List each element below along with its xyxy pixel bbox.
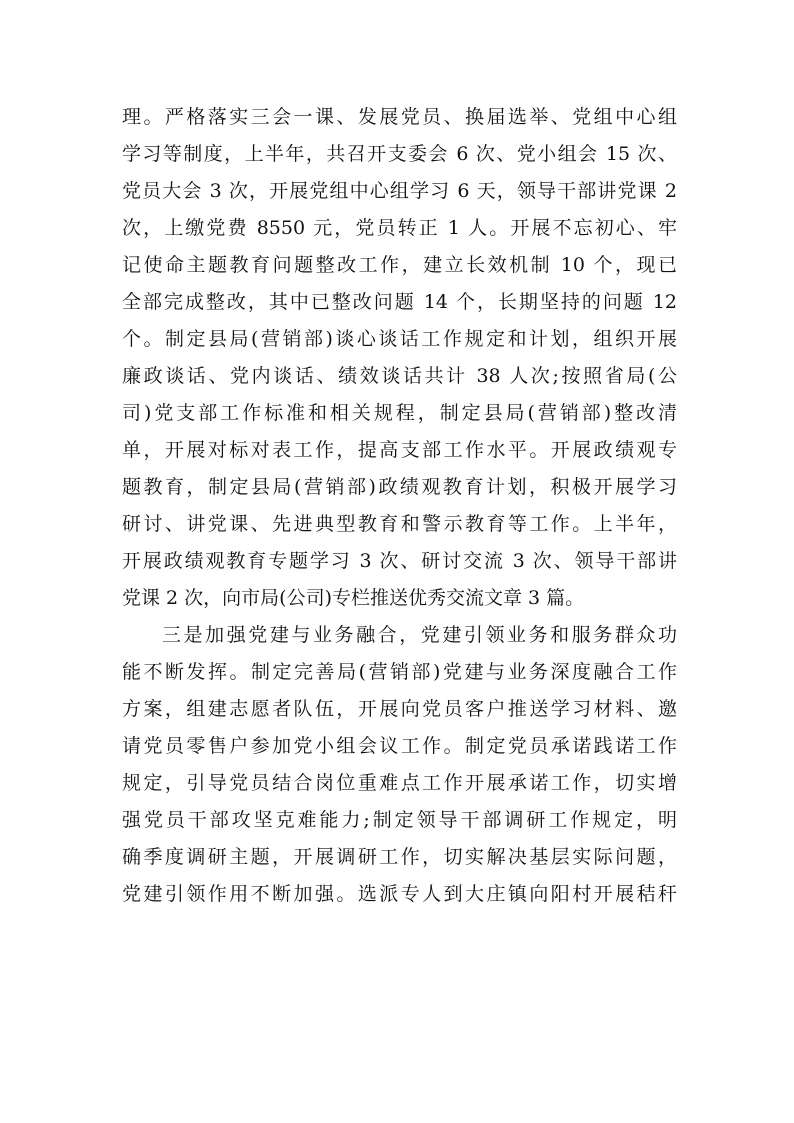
text-line: 个。制定县局(营销部)谈心谈话工作规定和计划，组织开展 (122, 328, 677, 350)
text-line: 司)党支部工作标准和相关规程，制定县局(营销部)整改清 (122, 402, 677, 424)
text-line: 党员大会 3 次，开展党组中心组学习 6 天，领导干部讲党课 2 (122, 180, 677, 202)
text-line-paragraph-end: 党课 2 次，向市局(公司)专栏推送优秀交流文章 3 篇。 (122, 587, 585, 609)
text-line: 次，上缴党费 8550 元，党员转正 1 人。开展不忘初心、牢 (122, 217, 677, 239)
text-line: 规定，引导党员结合岗位重难点工作开展承诺工作，切实增 (122, 772, 677, 794)
text-line: 能不断发挥。制定完善局(营销部)党建与业务深度融合工作 (122, 661, 677, 683)
text-line: 记使命主题教育问题整改工作，建立长效机制 10 个，现已 (122, 254, 677, 276)
text-line: 理。严格落实三会一课、发展党员、换届选举、党组中心组 (122, 106, 677, 128)
text-line: 方案，组建志愿者队伍，开展向党员客户推送学习材料、邀 (122, 698, 677, 720)
text-line: 开展政绩观教育专题学习 3 次、研讨交流 3 次、领导干部讲 (122, 550, 677, 572)
text-line: 单，开展对标对表工作，提高支部工作水平。开展政绩观专 (122, 439, 677, 461)
text-line: 党建引领作用不断加强。选派专人到大庄镇向阳村开展秸秆 (122, 883, 677, 905)
text-line: 题教育，制定县局(营销部)政绩观教育计划，积极开展学习 (122, 476, 677, 498)
text-line: 确季度调研主题，开展调研工作，切实解决基层实际问题， (122, 846, 677, 868)
text-line-paragraph-start: 三是加强党建与业务融合，党建引领业务和服务群众功 (162, 624, 677, 646)
text-line: 廉政谈话、党内谈话、绩效谈话共计 38 人次;按照省局(公 (122, 365, 677, 387)
text-line: 强党员干部攻坚克难能力;制定领导干部调研工作规定，明 (122, 809, 677, 831)
text-line: 全部完成整改，其中已整改问题 14 个，长期坚持的问题 12 (122, 291, 677, 313)
text-line: 研讨、讲党课、先进典型教育和警示教育等工作。上半年， (122, 513, 677, 535)
text-line: 学习等制度，上半年，共召开支委会 6 次、党小组会 15 次、 (122, 143, 677, 165)
text-line: 请党员零售户参加党小组会议工作。制定党员承诺践诺工作 (122, 735, 677, 757)
